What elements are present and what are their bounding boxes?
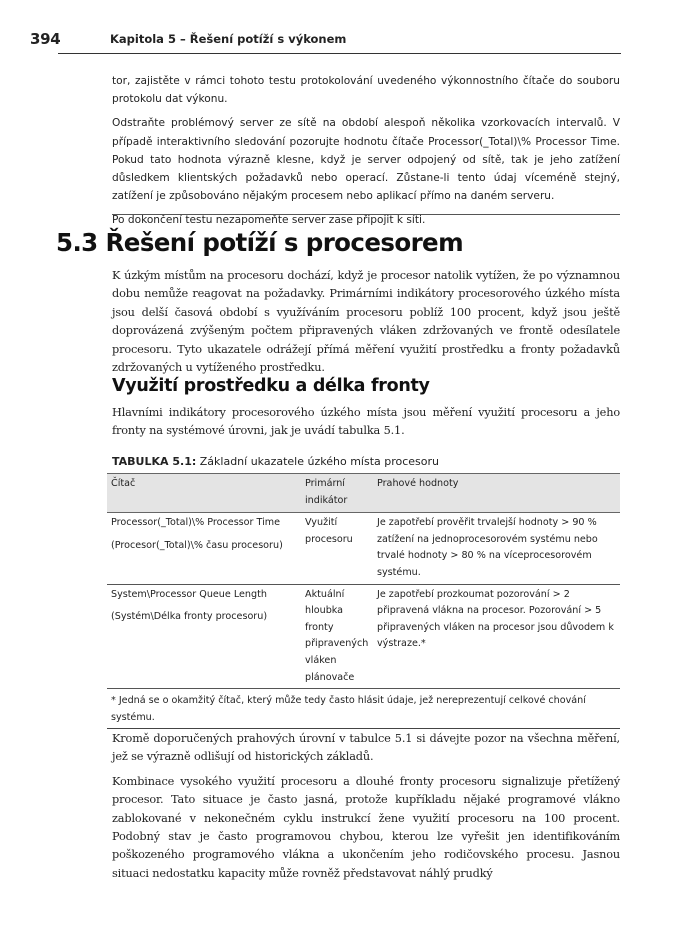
intro-paragraph: Po dokončení testu nezapomeňte server zase připojit k síti. — [112, 214, 426, 227]
threshold-cell: Je zapotřebí prozkoumat pozorování > 2 připravená vlákna na procesor. Pozorování > 5 připravených vláken na procesor jsou důvodem k výstraze.* — [373, 584, 620, 689]
subsection-body — [112, 404, 620, 447]
intro-paragraph: tor, zajistěte v rámci tohoto testu protokolování uvedeného výkonnostního čítače do souboru protokolu dat výkonu. — [112, 75, 620, 106]
page-number: 394 — [30, 30, 61, 48]
body-paragraph: Kromě doporučených prahových úrovní v tabulce 5.1 si dávejte pozor na všechna měření, jež se výrazně odlišují od historických základů. — [112, 732, 620, 764]
counter-name-cs: (Systém\Délka fronty procesoru) — [111, 611, 268, 623]
column-header-threshold: Prahové hodnoty — [373, 474, 620, 513]
box-bottom-rule — [112, 214, 620, 215]
indicator-cell: Využití procesoru — [301, 513, 373, 584]
counter-name-en: System\Processor Queue Length — [111, 588, 267, 600]
indicator-cell: Aktuální hloubka fronty připravených vláken plánovače — [301, 584, 373, 689]
table-footnote-row — [107, 689, 620, 729]
counter-cell — [107, 584, 301, 689]
section-heading: 5.3 Řešení potíží s procesorem — [56, 228, 463, 257]
threshold-cell: Je zapotřebí prověřit trvalejší hodnoty > 90 % zatížení na jednoprocesorovém systému nebo trvalé hodnoty > 80 % na víceprocesorovém systému. — [373, 513, 620, 584]
running-head — [30, 30, 620, 50]
subsection-heading: Využití prostředku a délka fronty — [112, 376, 430, 396]
table-header-row — [107, 474, 620, 513]
counter-name-cs: (Procesor(_Total)\% času procesoru) — [111, 539, 283, 551]
column-header-indicator: Primární indikátor — [301, 474, 373, 513]
counters-table — [107, 473, 620, 729]
column-header-counter: Čítač — [107, 474, 301, 513]
header-rule — [58, 53, 621, 54]
body-paragraph: K úzkým místům na procesoru dochází, když je procesor natolik vytížen, že po významnou dobu nemůže reagovat na požadavky. Primárními indikátory procesorového úzkého místa jsou delší časová období s využíváním procesoru poblíž 100 procent, když jsou ještě doprovázená zvýšeným počtem připravených vláken zdržovaných ve frontě odesílatele procesoru. Tyto ukazatele odrážejí přímá měření využití prostředku a fronty požadavků zdržovaných u vytíženého prostředku. — [112, 269, 620, 375]
table-caption-label: TABULKA 5.1: — [112, 455, 197, 468]
table-caption — [112, 455, 439, 468]
counter-cell — [107, 513, 301, 584]
chapter-title: Kapitola 5 – Řešení potíží s výkonem — [110, 32, 347, 46]
after-table-text — [112, 730, 620, 889]
intro-paragraph: Odstraňte problémový server ze sítě na období alespoň několika vzorkovacích intervalů. V případě interaktivního sledování pozorujte hodnotu čítače Processor(_Total)\% Processor Time. Pokud tato hodnota výrazně klesne, když je server odpojený od sítě, tak je jeho zatížení důsledkem klientských požadavků nebo operací. Zůstane-li tento údaj víceméně stejný, zatížení je způsobováno nějakým procesem nebo aplikací přímo na daném serveru. — [112, 117, 620, 203]
section-intro — [112, 267, 620, 383]
table-row — [107, 513, 620, 584]
table-row — [107, 584, 620, 689]
body-paragraph: Hlavními indikátory procesorového úzkého místa jsou měření využití procesoru a jeho fronty na systémové úrovni, jak je uvádí tabulka 5.1. — [112, 406, 620, 438]
table-caption-text: Základní ukazatele úzkého místa procesoru — [196, 455, 440, 468]
table-footnote: * Jedná se o okamžitý čítač, který může tedy často hlásit údaje, jež nereprezentují celkové chování systému. — [107, 689, 620, 729]
intro-box — [112, 72, 620, 230]
counter-name-en: Processor(_Total)\% Processor Time — [111, 517, 281, 529]
body-paragraph: Kombinace vysokého využití procesoru a dlouhé fronty procesoru signalizuje přetížený procesor. Tato situace je často jasná, protože kupříkladu nějaké programové vlákno zablokované v nekonečném cyklu instrukcí žene využití procesoru na 100 procent. Podobný stav je často programovou chybou, kterou lze vyřešit jen identifikováním poškozeného programového vlákna a ukončením jeho rodičovského procesu. Jasnou situaci nedostatku kapacity může rovněž představovat náhlý prudký — [112, 774, 620, 880]
